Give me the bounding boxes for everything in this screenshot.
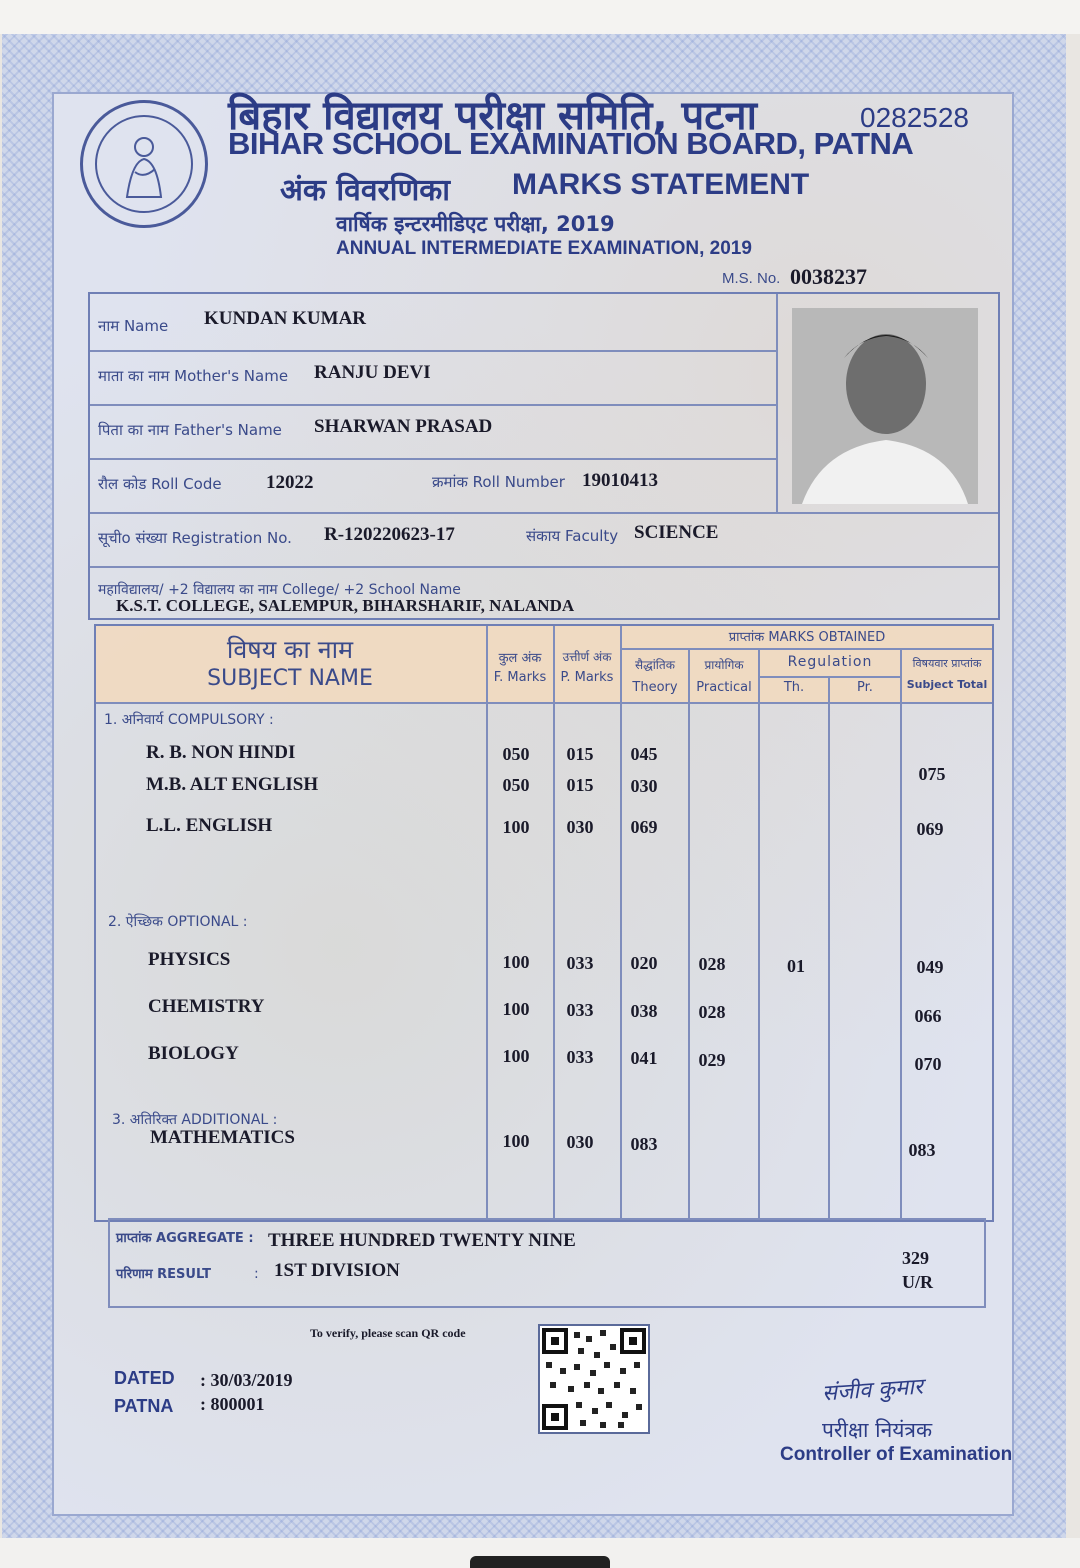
college-name: K.S.T. COLLEGE, SALEMPUR, BIHARSHARIF, NALANDA — [116, 596, 575, 615]
full-marks: 050 — [502, 744, 530, 764]
verify-note: To verify, please scan QR code — [310, 1326, 466, 1340]
roll-code: 12022 — [266, 472, 314, 493]
practical-english: Practical — [696, 680, 752, 695]
ms-number: 0038237 — [790, 264, 867, 289]
subject-name: CHEMISTRY — [148, 996, 265, 1017]
pass-marks: 033 — [566, 1047, 594, 1067]
section-optional: 2. ऐच्छिक OPTIONAL : — [108, 914, 248, 930]
theory-marks: 030 — [630, 776, 658, 796]
full-marks-hindi: कुल अंक — [498, 651, 542, 666]
home-indicator[interactable] — [470, 1556, 610, 1568]
theory-marks: 083 — [630, 1134, 658, 1154]
roll-number-label: क्रमांक Roll Number — [432, 473, 565, 491]
pass-marks: 015 — [566, 744, 594, 764]
full-marks: 100 — [502, 1131, 530, 1151]
practical-marks: 028 — [698, 954, 726, 974]
ur-status: U/R — [902, 1272, 933, 1292]
regulation-header: Regulation — [787, 654, 873, 670]
dated-label: DATED — [114, 1368, 175, 1388]
full-marks: 100 — [502, 1046, 530, 1066]
pass-marks: 033 — [566, 953, 594, 973]
full-marks: 050 — [502, 775, 530, 795]
marks-obtained-header: प्राप्तांक MARKS OBTAINED — [728, 630, 886, 645]
mother-name: RANJU DEVI — [314, 362, 431, 383]
mother-name-label: माता का नाम Mother's Name — [98, 367, 289, 385]
controller-english: Controller of Examination — [780, 1444, 1013, 1465]
pass-marks: 033 — [566, 1000, 594, 1020]
combined-subject-total: 075 — [918, 764, 946, 784]
aggregate-label: प्राप्तांक AGGREGATE : — [116, 1231, 254, 1246]
faculty-label: संकाय Faculty — [526, 527, 619, 545]
ms-number-label: M.S. No. — [722, 270, 781, 287]
full-marks: 100 — [502, 817, 530, 837]
full-marks-english: F. Marks — [493, 670, 547, 685]
theory-marks: 045 — [630, 744, 658, 764]
practical-marks: 028 — [698, 1002, 726, 1022]
subject-total-hindi: विषयवार प्राप्तांक — [912, 657, 982, 670]
subject-header-english: SUBJECT NAME — [207, 666, 373, 691]
subject-header-hindi: विषय का नाम — [226, 635, 354, 664]
pass-marks: 030 — [566, 817, 594, 837]
subject-total: 049 — [916, 957, 944, 977]
statement-title-hindi: अंक विवरणिका — [280, 173, 451, 208]
subject-total: 069 — [916, 819, 944, 839]
theory-hindi: सैद्धांतिक — [635, 658, 675, 672]
father-name-label: पिता का नाम Father's Name — [98, 421, 282, 439]
subject-total: 083 — [908, 1140, 936, 1160]
subject-name: PHYSICS — [148, 949, 231, 970]
registration-number: R-120220623-17 — [324, 524, 455, 545]
roll-number: 19010413 — [582, 470, 658, 491]
qr-code-icon[interactable] — [538, 1324, 650, 1434]
board-title-english: BIHAR SCHOOL EXAMINATION BOARD, PATNA — [228, 126, 914, 161]
regulation-theory-marks: 01 — [787, 956, 805, 976]
status-bar — [0, 0, 1080, 34]
practical-marks: 029 — [698, 1050, 726, 1070]
result-label: परिणाम RESULT — [116, 1267, 211, 1282]
subject-total-english: Subject Total — [906, 678, 988, 691]
aggregate-total: 329 — [902, 1248, 929, 1268]
section-compulsory: 1. अनिवार्य COMPULSORY : — [104, 712, 274, 728]
college-label: महाविद्यालय/ +2 विद्यालय का नाम College/ +2 School Name — [98, 582, 461, 598]
theory-marks: 038 — [630, 1001, 658, 1021]
serial-number: 0282528 — [860, 102, 970, 133]
student-name: KUNDAN KUMAR — [204, 308, 367, 329]
subject-name: R. B. NON HINDI — [146, 742, 296, 763]
faculty: SCIENCE — [634, 522, 719, 543]
theory-marks: 069 — [630, 817, 658, 837]
exam-title-english: ANNUAL INTERMEDIATE EXAMINATION, 2019 — [336, 238, 752, 259]
registration-label: सूचीo संख्या Registration No. — [98, 529, 292, 547]
regulation-theory: Th. — [783, 680, 805, 695]
pass-marks: 015 — [566, 775, 594, 795]
theory-marks: 020 — [630, 953, 658, 973]
signature: संजीव कुमार — [821, 1374, 924, 1407]
place-label: PATNA — [114, 1396, 174, 1416]
pass-marks: 030 — [566, 1132, 594, 1152]
aggregate-words: THREE HUNDRED TWENTY NINE — [268, 1230, 576, 1251]
result-colon: : — [254, 1266, 259, 1282]
theory-english: Theory — [632, 680, 678, 695]
subject-name: BIOLOGY — [148, 1043, 239, 1064]
theory-marks: 041 — [630, 1048, 658, 1068]
board-seal-icon — [80, 100, 208, 228]
full-marks: 100 — [502, 999, 530, 1019]
exam-title-hindi: वार्षिक इन्टरमीडिएट परीक्षा, 2019 — [336, 212, 615, 236]
regulation-practical: Pr. — [857, 680, 873, 695]
full-marks: 100 — [502, 952, 530, 972]
student-photo — [792, 308, 978, 504]
subject-name: MATHEMATICS — [150, 1127, 295, 1148]
roll-code-label: रौल कोड Roll Code — [98, 475, 222, 493]
name-label: नाम Name — [98, 317, 169, 335]
practical-hindi: प्रायोगिक — [704, 658, 744, 672]
section-additional: 3. अतिरिक्त ADDITIONAL : — [112, 1112, 278, 1128]
board-title-hindi: बिहार विद्यालय परीक्षा समिति, पटना — [228, 93, 757, 139]
dated-value: : 30/03/2019 — [200, 1370, 293, 1390]
pass-marks-hindi: उत्तीर्ण अंक — [562, 650, 612, 664]
subject-total: 066 — [914, 1006, 942, 1026]
pin-code: : 800001 — [200, 1394, 265, 1414]
result: 1ST DIVISION — [274, 1260, 400, 1281]
pass-marks-english: P. Marks — [560, 670, 614, 685]
controller-hindi: परीक्षा नियंत्रक — [822, 1418, 933, 1442]
statement-title-english: MARKS STATEMENT — [512, 168, 810, 201]
subject-total: 070 — [914, 1054, 942, 1074]
subject-name: M.B. ALT ENGLISH — [146, 774, 319, 795]
subject-name: L.L. ENGLISH — [146, 815, 273, 836]
father-name: SHARWAN PRASAD — [314, 416, 493, 437]
